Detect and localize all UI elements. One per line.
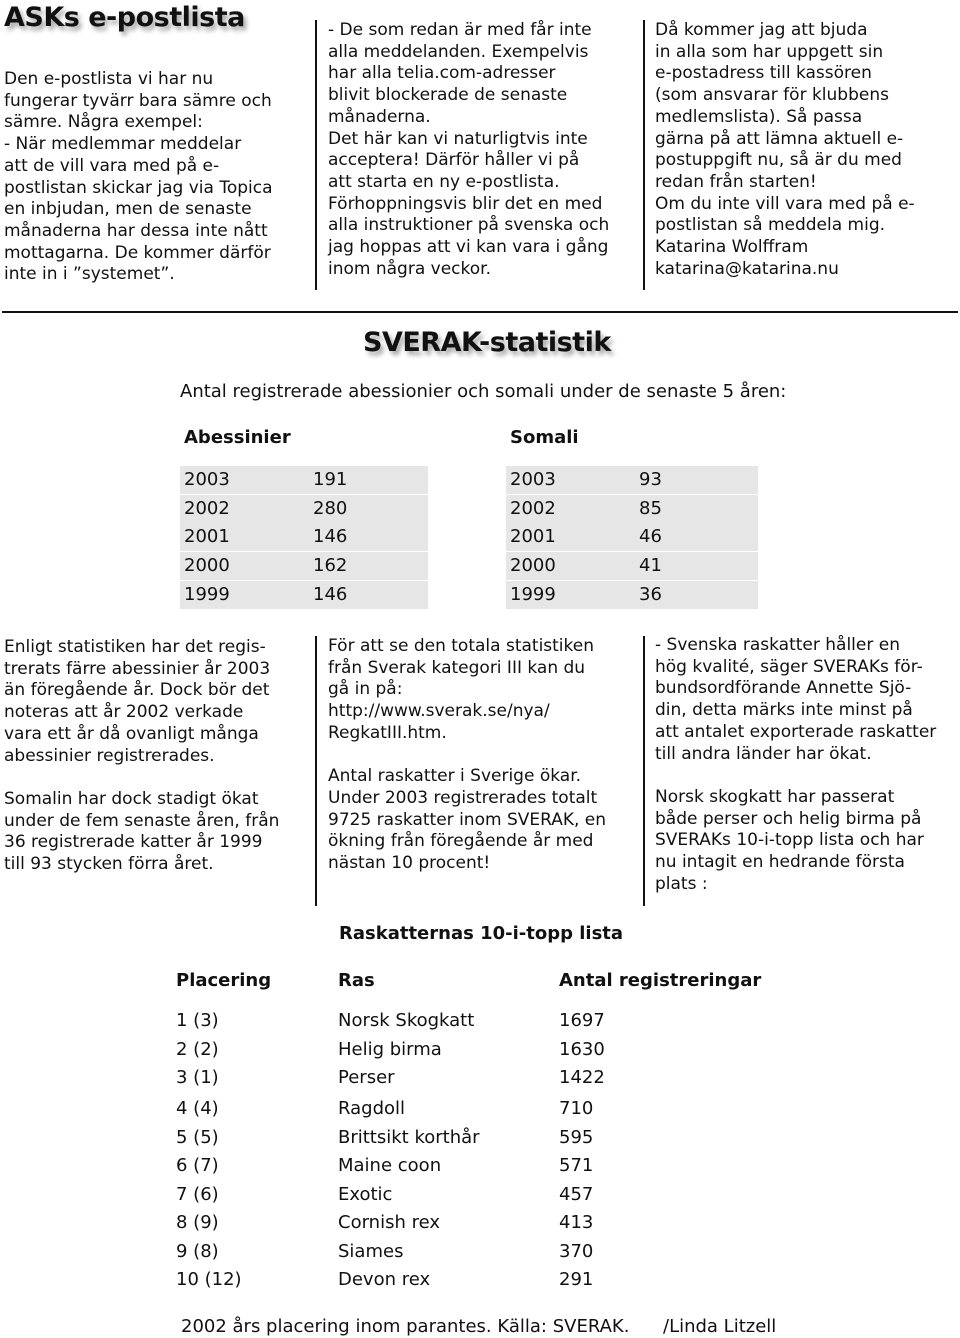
year: 2000 — [510, 555, 556, 577]
top10-breed: Siames — [338, 1241, 404, 1262]
abessinier-row — [180, 552, 428, 580]
header-ras: Ras — [338, 970, 375, 991]
abessinier-heading: Abessinier — [184, 427, 291, 448]
top10-breed: Brittsikt korthår — [338, 1127, 480, 1148]
top10-breed: Cornish rex — [338, 1212, 440, 1233]
count: 41 — [639, 555, 662, 577]
count: 36 — [639, 583, 662, 605]
top10-place: 5 (5) — [176, 1127, 219, 1148]
abessinier-row — [180, 495, 428, 523]
stats-title: SVERAK-statistik — [363, 327, 611, 358]
top10-place: 2 (2) — [176, 1039, 219, 1060]
top10-count: 413 — [559, 1212, 594, 1233]
column-divider — [315, 20, 317, 290]
count: 162 — [313, 555, 348, 577]
top10-title: Raskatternas 10-i-topp lista — [339, 923, 624, 944]
eposlista-column-3: Då kommer jag att bjuda in alla som har uppgett sin e-postadress till kassören (som ansvarar för klubbens medlemslista). Så passa gärna på att lämna aktuell e- postuppgift nu, så är du med redan från starten! Om du inte vill vara med på e- postlistan så meddela mig. Katarina Wolffram katarina@katarina.nu — [655, 20, 915, 279]
year: 1999 — [510, 583, 556, 605]
count: 191 — [313, 469, 348, 490]
somali-row — [506, 466, 758, 494]
top10-breed: Devon rex — [338, 1269, 431, 1290]
top10-breed: Exotic — [338, 1184, 393, 1205]
column-divider — [643, 20, 645, 290]
top10-place: 4 (4) — [176, 1098, 219, 1119]
top10-count: 1422 — [559, 1067, 605, 1088]
count: 280 — [313, 497, 348, 519]
year: 2002 — [510, 497, 556, 519]
top10-count: 370 — [559, 1241, 594, 1262]
source-note: 2002 års placering inom parantes. Källa: SVERAK. — [181, 1316, 630, 1337]
year: 2002 — [184, 497, 230, 519]
top10-count: 457 — [559, 1184, 594, 1205]
count: 146 — [313, 583, 348, 605]
eposlista-column-2: - De som redan är med får inte alla meddelanden. Exempelvis har alla telia.com-adresser blivit blockerade de senaste månaderna. Det här kan vi naturligtvis inte acceptera! Därför håller vi på att starta en ny e-postlista. Förhoppningsvis blir det en med alla instruktioner på svenska och jag hoppas att vi kan vara i gång inom några veckor. — [328, 20, 610, 279]
stats-column-1: Enligt statistiken har det regis- trerats färre abessinier år 2003 än föregående år. Dock bör det noteras att år 2002 verkade vara ett år då ovanligt många abessinier registrerades. Somalin har dock stadigt ökat under de fem senaste åren, från 36 registrerade katter år 1999 till 93 stycken förra året. — [4, 637, 280, 875]
abessinier-row — [180, 466, 428, 494]
column-divider — [643, 636, 645, 906]
eposlista-title: ASKs e-postlista — [4, 2, 245, 33]
top10-count: 291 — [559, 1269, 594, 1290]
somali-row — [506, 523, 758, 551]
somali-row — [506, 552, 758, 580]
count: 146 — [313, 526, 348, 548]
year: 1999 — [184, 583, 230, 605]
top10-place: 10 (12) — [176, 1269, 242, 1290]
top10-breed: Maine coon — [338, 1155, 442, 1176]
top10-place: 8 (9) — [176, 1212, 219, 1233]
top10-breed: Helig birma — [338, 1039, 442, 1060]
top10-place: 3 (1) — [176, 1067, 219, 1088]
top10-count: 571 — [559, 1155, 594, 1176]
top10-count: 595 — [559, 1127, 594, 1148]
somali-row — [506, 581, 758, 609]
top10-place: 6 (7) — [176, 1155, 219, 1176]
header-antal: Antal registreringar — [559, 970, 762, 991]
section-divider — [2, 311, 958, 313]
column-divider — [315, 636, 317, 906]
stats-intro: Antal registrerade abessionier och somali under de senaste 5 åren: — [180, 381, 787, 402]
count: 93 — [639, 469, 662, 490]
somali-row — [506, 495, 758, 523]
abessinier-row — [180, 581, 428, 609]
top10-breed: Norsk Skogkatt — [338, 1010, 475, 1031]
signature: /Linda Litzell — [663, 1316, 777, 1337]
header-placering: Placering — [176, 970, 272, 991]
top10-breed: Ragdoll — [338, 1098, 406, 1119]
top10-place: 1 (3) — [176, 1010, 219, 1031]
abessinier-row — [180, 523, 428, 551]
eposlista-column-1: Den e-postlista vi har nu fungerar tyvärr bara sämre och sämre. Några exempel: - När medlemmar meddelar att de vill vara med på e- postlistan skickar jag via Topica en inbjudan, men de senaste månaderna har dessa inte nått mottagarna. De kommer därför inte in i ”systemet”. — [4, 69, 273, 285]
count: 85 — [639, 497, 662, 519]
somali-heading: Somali — [510, 427, 579, 448]
top10-count: 1630 — [559, 1039, 605, 1060]
top10-place: 9 (8) — [176, 1241, 219, 1262]
year: 2003 — [184, 469, 230, 490]
stats-column-2: För att se den totala statistiken från Sverak kategori III kan du gå in på: http://www.sverak.se/nya/ RegkatIII.htm. Antal raskatter i Sverige ökar. Under 2003 registrerades totalt 9725 raskatter inom SVERAK, en ökning från föregående år med nästan 10 procent! — [328, 636, 607, 874]
year: 2001 — [184, 526, 230, 548]
year: 2003 — [510, 469, 556, 490]
top10-count: 710 — [559, 1098, 594, 1119]
top10-count: 1697 — [559, 1010, 605, 1031]
year: 2001 — [510, 526, 556, 548]
count: 46 — [639, 526, 662, 548]
year: 2000 — [184, 555, 230, 577]
top10-breed: Perser — [338, 1067, 395, 1088]
stats-column-3: - Svenska raskatter håller en hög kvalité, säger SVERAKs för- bundsordförande Annette Sjö- din, detta märks inte minst på att antalet exporterade raskatter till andra länder har ökat. Norsk skogkatt har passerat både perser och helig birma på SVERAKs 10-i-topp lista och har nu intagit en hedrande första plats : — [655, 635, 937, 894]
top10-place: 7 (6) — [176, 1184, 219, 1205]
